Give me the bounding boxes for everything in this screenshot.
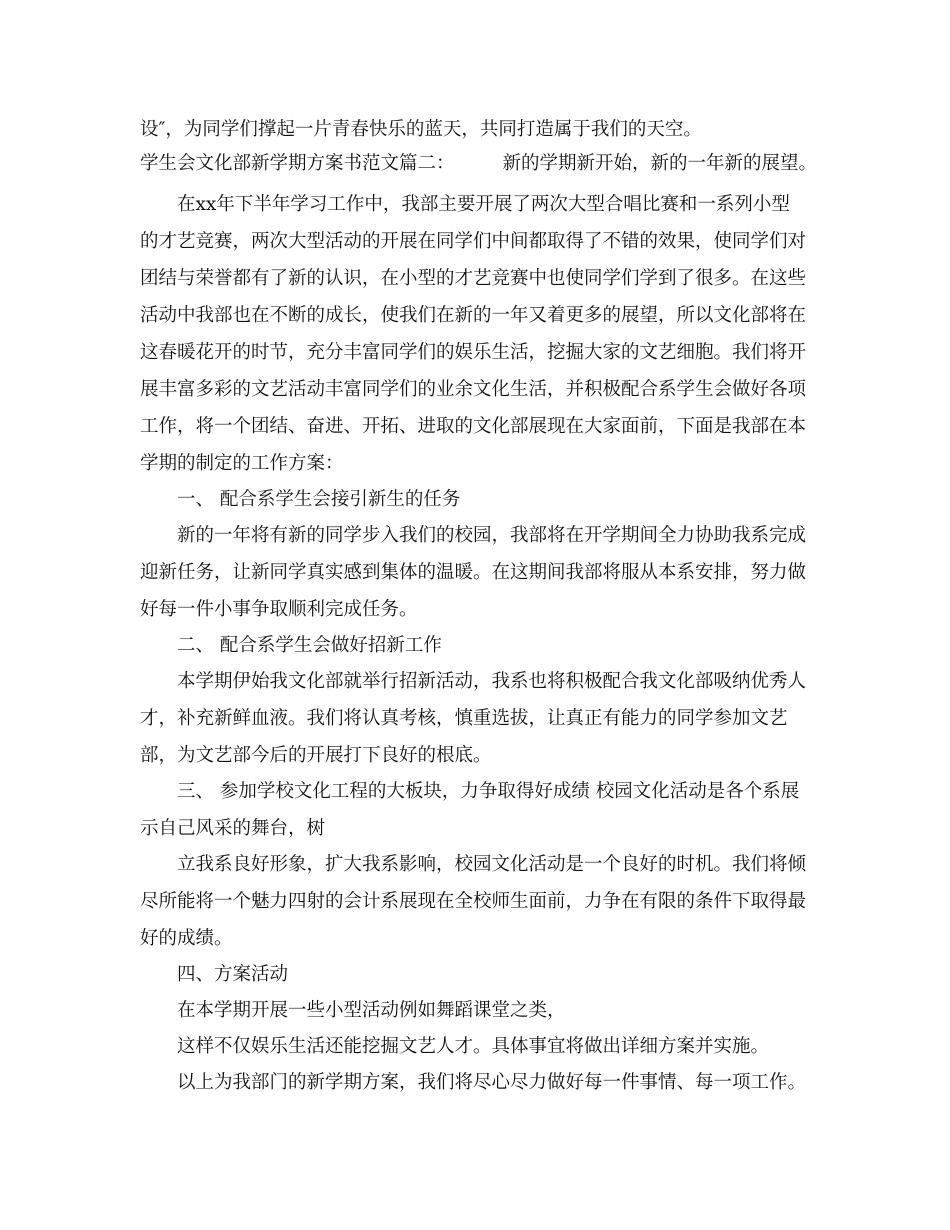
text-line: 工作，将一个团结、奋进、开拓、进取的文化部展现在大家面前，下面是我部在本 bbox=[140, 416, 807, 437]
text-line: 立我系良好形象，扩大我系影响，校园文化活动是一个良好的时机。我们将倾 bbox=[177, 854, 807, 875]
text-line: 部，为文艺部今后的开展打下良好的根底。 bbox=[140, 745, 492, 766]
text-line: 迎新任务，让新同学真实感到集体的温暖。在这期间我部将服从本系安排，努力做 bbox=[140, 562, 807, 583]
text-line: 活动中我部也在不断的成长，使我们在新的一年又着更多的展望，所以文化部将在 bbox=[140, 305, 807, 326]
text-line: 才，补充新鲜血液。我们将认真考核，慎重选拔，让真正有能力的同学参加文艺 bbox=[140, 708, 788, 729]
text-line: 这春暖花开的时节，充分丰富同学们的娱乐生活，挖掘大家的文艺细胞。我们将开 bbox=[140, 342, 807, 363]
text-line: 以上为我部门的新学期方案，我们将尽心尽力做好每一件事情、每一项工作。 bbox=[177, 1072, 807, 1093]
text-line: 的才艺竞赛，两次大型活动的开展在同学们中间都取得了不错的效果，使同学们对 bbox=[140, 231, 807, 252]
text-line: 设″，为同学们撑起一片青春快乐的蓝天，共同打造属于我们的天空。 bbox=[140, 119, 702, 140]
text-line: 展丰富多彩的文艺活动丰富同学们的业余文化生活，并积极配合系学生会做好各项 bbox=[140, 379, 807, 400]
text-line: 在xx年下半年学习工作中，我部主要开展了两次大型合唱比赛和一系列小型 bbox=[177, 194, 790, 215]
section-title: 学生会文化部新学期方案书范文篇二： bbox=[140, 153, 455, 174]
text-line: 好每一件小事争取顺利完成任务。 bbox=[140, 599, 418, 620]
item-heading-2: 二、 配合系学生会做好招新工作 bbox=[177, 635, 442, 656]
text-line: 新的一年将有新的同学步入我们的校园，我部将在开学期间全力协助我系完成 bbox=[177, 525, 807, 546]
text-line: 示自己风采的舞台，树 bbox=[140, 818, 326, 839]
item-heading-3: 三、 参加学校文化工程的大板块，力争取得好成绩 校园文化活动是各个系展 bbox=[177, 781, 800, 802]
text-line: 这样不仅娱乐生活还能挖掘文艺人才。具体事宜将做出详细方案并实施。 bbox=[177, 1036, 770, 1057]
text-line: 好的成绩。 bbox=[140, 928, 233, 949]
text-line: 团结与荣誉都有了新的认识，在小型的才艺竞赛中也使同学们学到了很多。在这些 bbox=[140, 268, 807, 289]
section-subtitle: 新的学期新开始，新的一年新的展望。 bbox=[502, 153, 818, 174]
item-heading-1: 一、 配合系学生会接引新生的任务 bbox=[177, 489, 461, 510]
section-title-line bbox=[140, 152, 820, 176]
item-heading-4: 四、方案活动 bbox=[177, 964, 289, 985]
text-line: 尽所能将一个魅力四射的会计系展现在全校师生面前，力争在有限的条件下取得最 bbox=[140, 891, 807, 912]
text-line: 学期的制定的工作方案： bbox=[140, 453, 344, 474]
text-line: 在本学期开展一些小型活动例如舞蹈课堂之类， bbox=[177, 1000, 566, 1021]
text-line: 本学期伊始我文化部就举行招新活动，我系也将积极配合我文化部吸纳优秀人 bbox=[177, 671, 807, 692]
